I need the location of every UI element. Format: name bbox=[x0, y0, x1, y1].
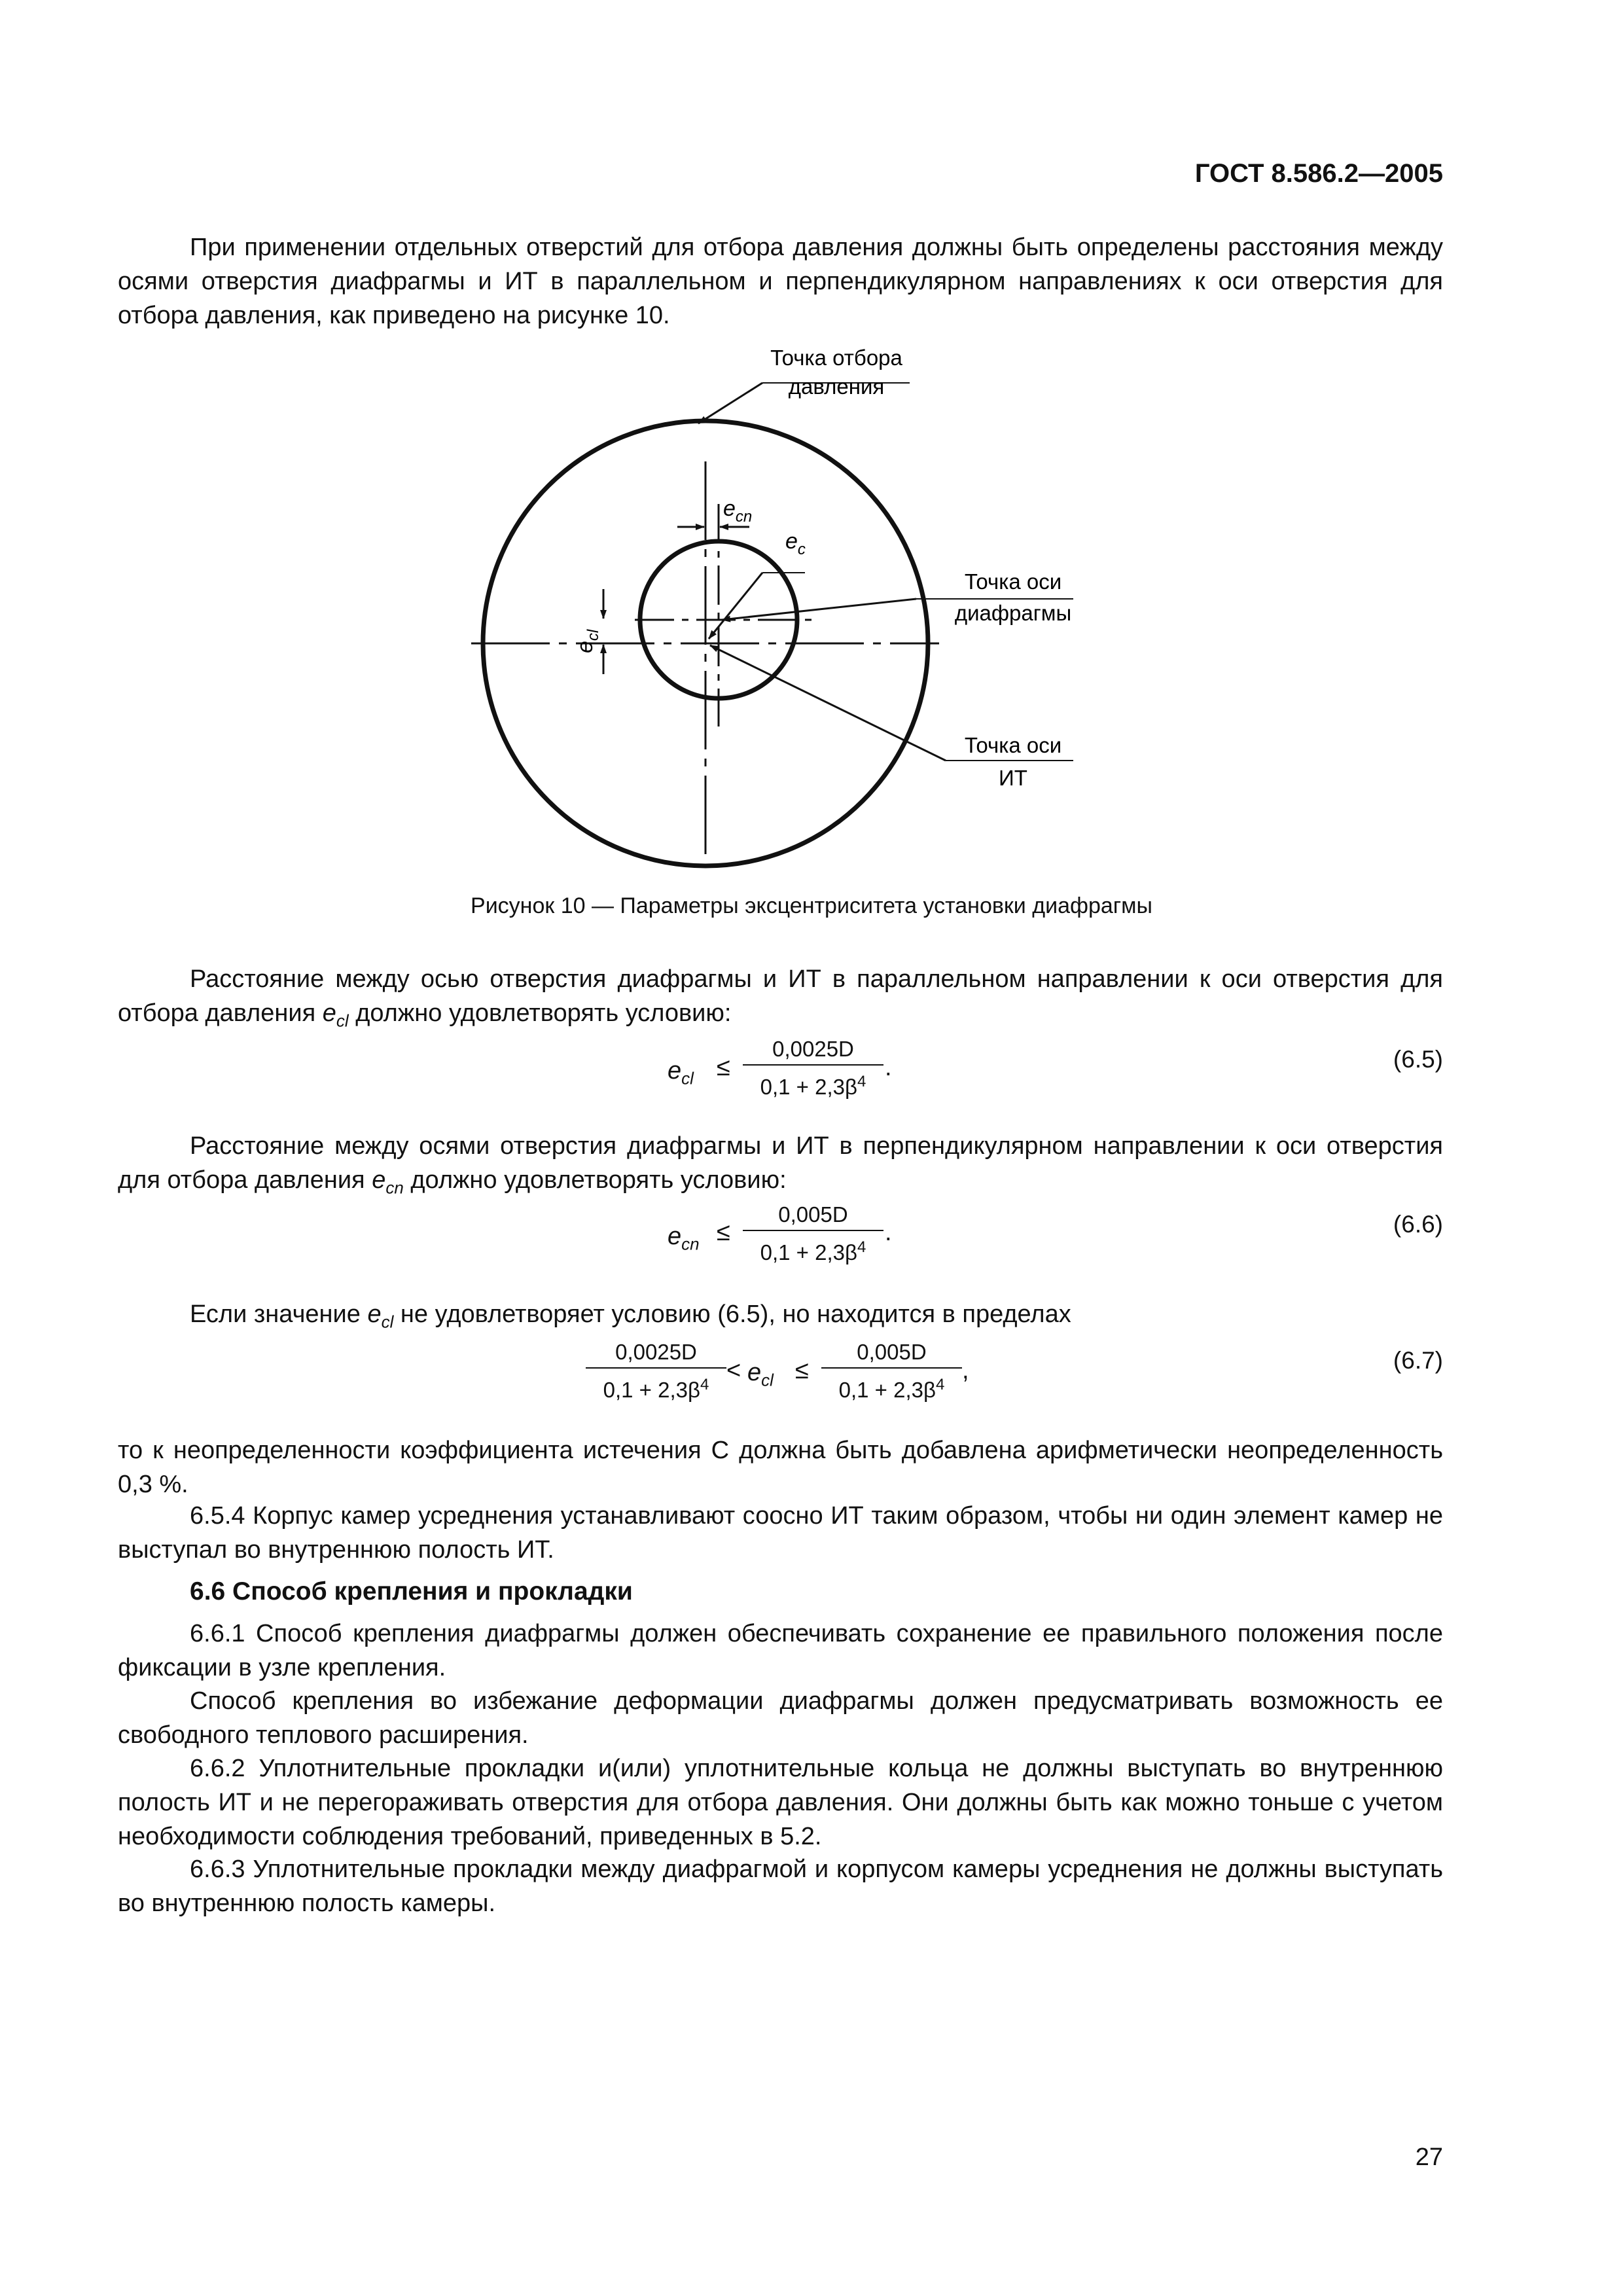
formula-6-5-operator: ≤ bbox=[717, 1054, 730, 1081]
formula-6-7-right-fraction bbox=[821, 1337, 962, 1407]
formula-6-6-lhs: $e_{cn}$ bbox=[668, 1223, 700, 1254]
formula-6-5-trail: . bbox=[885, 1054, 892, 1081]
formula-6-7-right-numerator: 0,005D bbox=[821, 1337, 962, 1369]
section-6-6-heading: 6.6 Способ крепления и прокладки bbox=[190, 1577, 633, 1605]
orifice-axis-point-arrow bbox=[722, 599, 916, 620]
paragraph-6-6-intro: Расстояние между осями отверстия диафрагмы и ИТ в перпендикулярном направлении к оси отверстия для отбора давления $e_{cn}$ должно удовлетворять условию: bbox=[118, 1132, 1443, 1198]
figure-caption: Рисунок 10 — Параметры эксцентриситета установки диафрагмы bbox=[471, 893, 1152, 918]
paragraph-6-6-2: 6.6.2 Уплотнительные прокладки и(или) уплотнительные кольца не должны выступать во внутреннюю полость ИТ и не перегораживать отверстия для отбора давления. Они должны быть как можно тоньше с учетом необходимости соблюдения требований, приведенных в 5.2. bbox=[118, 1755, 1443, 1850]
pipe-axis-label-line1: Точка оси bbox=[964, 733, 1062, 757]
orifice-axis-label-line1: Точка оси bbox=[964, 569, 1062, 594]
formula-6-5-numerator: 0,0025D bbox=[743, 1034, 883, 1066]
pipe-axis-point-arrow bbox=[710, 645, 946, 761]
formula-6-7-left-fraction bbox=[586, 1337, 726, 1407]
formula-6-6-number: (6.6) bbox=[1393, 1211, 1443, 1238]
ecl-label: $e_{cl}$ bbox=[573, 629, 602, 653]
paragraph-6-7-intro: Если значение $e_{cl}$ не удовлетворяет условию (6.5), но находится в пределах bbox=[190, 1300, 1071, 1332]
formula-6-6-operator: ≤ bbox=[717, 1219, 730, 1246]
formula-6-6-numerator: 0,005D bbox=[743, 1200, 883, 1231]
formula-6-7-left-numerator: 0,0025D bbox=[586, 1337, 726, 1369]
paragraph-6-5-4: 6.5.4 Корпус камер усреднения устанавливают соосно ИТ таким образом, чтобы ни один элемент камер не выступал во внутреннюю полость ИТ. bbox=[118, 1502, 1443, 1564]
paragraph-6-6-1-continued: Способ крепления во избежание деформации диафрагмы должен предусматривать возможность ее свободного теплового расширения. bbox=[118, 1687, 1443, 1749]
formula-6-7-right-denominator: $0,1 + 2,3\beta^4$ bbox=[838, 1376, 945, 1402]
paragraph-6-6-3: 6.6.3 Уплотнительные прокладки между диафрагмой и корпусом камеры усреднения не должны выступать во внутреннюю полость камеры. bbox=[118, 1856, 1443, 1917]
pressure-tap-label-line1: Точка отбора bbox=[770, 346, 902, 370]
formula-6-7-left-denominator: $0,1 + 2,3\beta^4$ bbox=[603, 1376, 709, 1402]
intro-paragraph: При применении отдельных отверстий для отбора давления должны быть определены расстояния между осями отверстия диафрагмы и ИТ в параллельном и перпендикулярном направлениях к оси отверстия для отбора давления, как приведено на рисунке 10. bbox=[118, 234, 1443, 329]
formula-6-7-middle: $e_{cl}$ bbox=[747, 1359, 774, 1390]
paragraph-6-5-intro: Расстояние между осью отверстия диафрагмы и ИТ в параллельном направлении к оси отверстия для отбора давления $e_{cl}$ должно удовлетворять условию: bbox=[118, 965, 1443, 1031]
formula-6-5-lhs: $e_{cl}$ bbox=[668, 1057, 694, 1088]
eccentricity-figure bbox=[458, 340, 1113, 877]
pipe-axis-label-line2: ИТ bbox=[999, 766, 1027, 790]
page-number: 27 bbox=[1415, 2144, 1443, 2171]
formula-6-7-trail: , bbox=[962, 1357, 969, 1384]
paragraph-6-6-1: 6.6.1 Способ крепления диафрагмы должен обеспечивать сохранение ее правильного положения после фиксации в узле крепления. bbox=[118, 1620, 1443, 1681]
formula-6-6-fraction bbox=[743, 1200, 883, 1269]
formula-6-7-number: (6.7) bbox=[1393, 1347, 1443, 1374]
pressure-tap-label-line2: давления bbox=[788, 374, 885, 399]
formula-6-5-denominator: $0,1 + 2,3\beta^4$ bbox=[760, 1073, 866, 1099]
formula-6-6-denominator: $0,1 + 2,3\beta^4$ bbox=[760, 1238, 866, 1265]
ec-arrow bbox=[709, 573, 762, 639]
formula-6-6-trail: . bbox=[885, 1219, 892, 1246]
orifice-axis-label-line2: диафрагмы bbox=[954, 601, 1072, 625]
formula-6-7-less-equal: ≤ bbox=[795, 1357, 809, 1384]
ec-label: $e_c$ bbox=[785, 529, 806, 558]
formula-6-5-fraction bbox=[743, 1034, 883, 1103]
ecn-label: $e_{cn}$ bbox=[723, 496, 753, 526]
formula-6-5-number: (6.5) bbox=[1393, 1046, 1443, 1073]
formula-6-7-less-than: < bbox=[726, 1357, 741, 1384]
paragraph-uncertainty: то к неопределенности коэффициента истечения C должна быть добавлена арифметически неопределенность 0,3 %. bbox=[118, 1437, 1443, 1498]
pressure-tap-arrow bbox=[698, 383, 762, 423]
document-code: ГОСТ 8.586.2—2005 bbox=[1194, 159, 1443, 188]
